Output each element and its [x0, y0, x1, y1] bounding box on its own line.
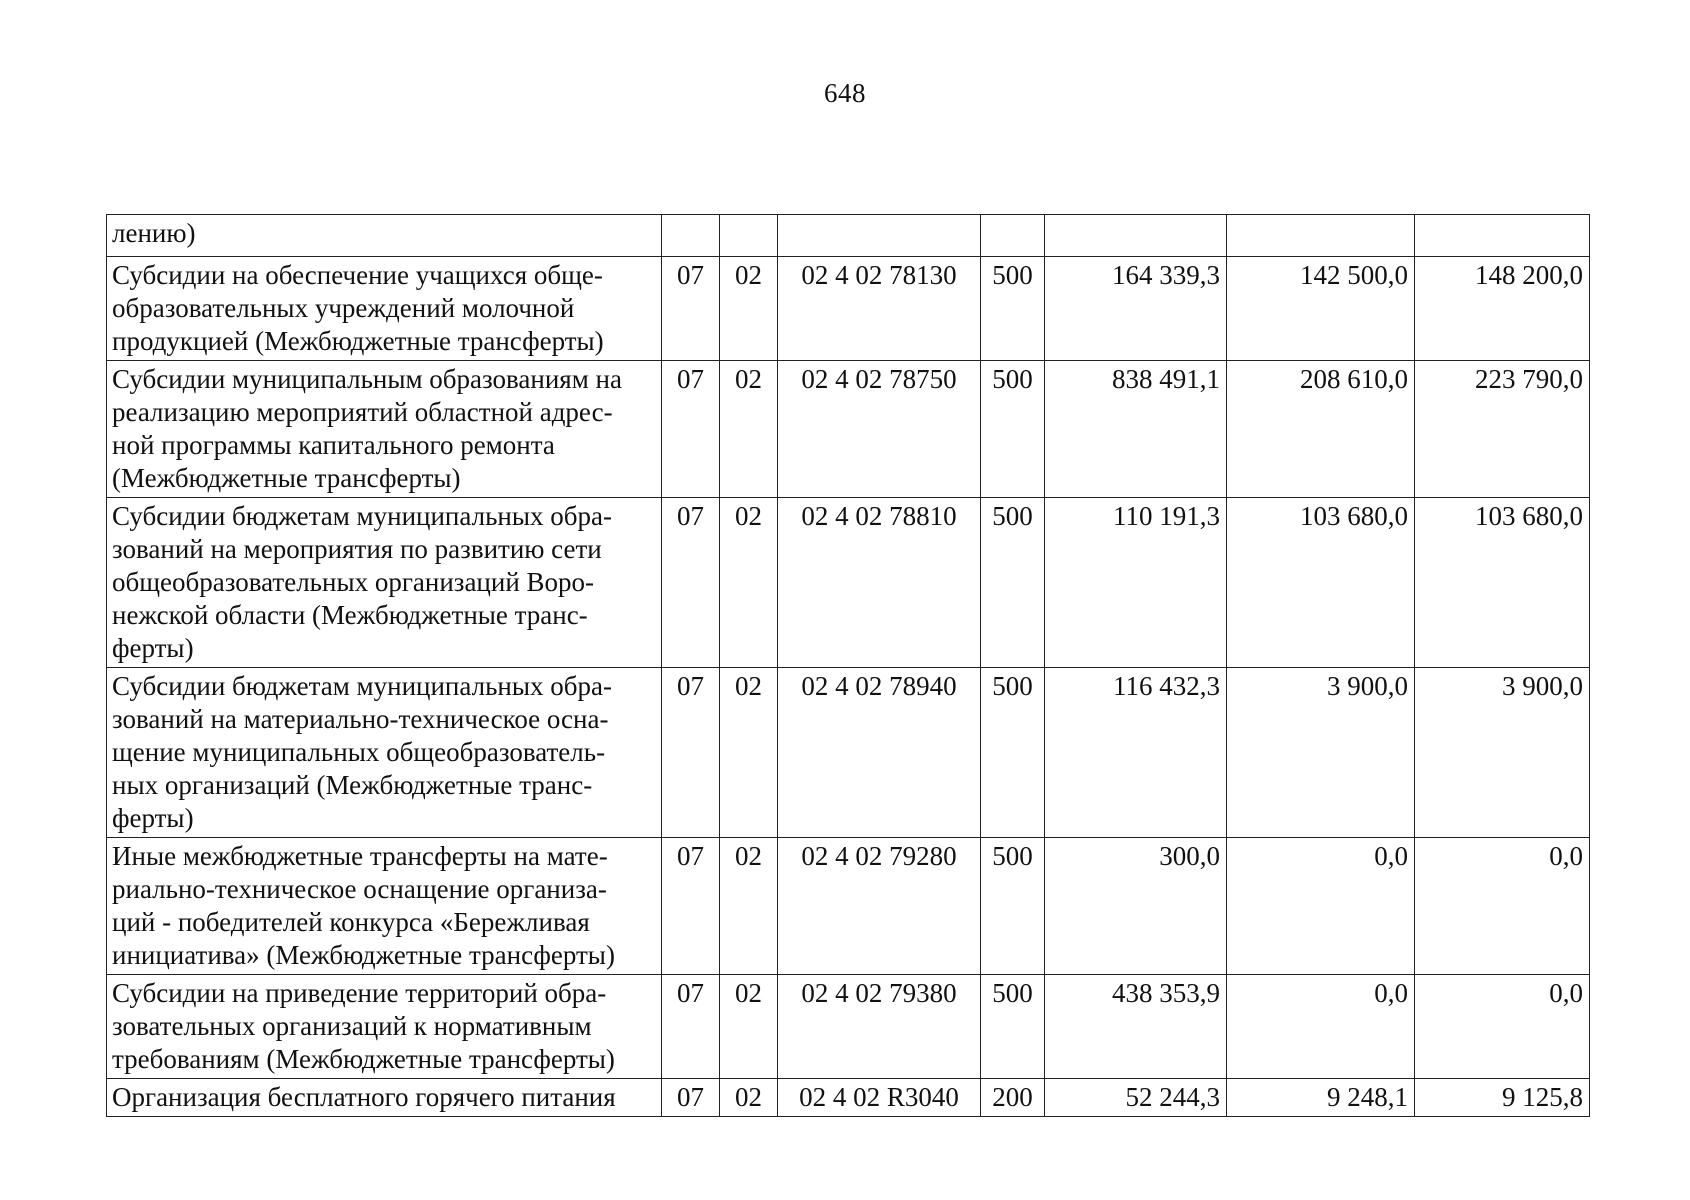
table-row — [107, 361, 1590, 498]
row-section: 07 — [662, 668, 720, 838]
row-amount-2: 0,0 — [1227, 838, 1415, 975]
page-number: 648 — [824, 78, 866, 108]
row-target-code: 02 4 02 78130 — [778, 257, 981, 361]
row-subsection: 02 — [720, 361, 778, 498]
row-name: Субсидии на приведение территорий обра- зовательных организаций к нормативным требованиям (Межбюджетные трансферты) — [107, 975, 662, 1079]
row-amount-2: 208 610,0 — [1227, 361, 1415, 498]
row-amount-2: 9 248,1 — [1227, 1079, 1415, 1117]
row-expense-type: 500 — [981, 498, 1045, 668]
table-row — [107, 498, 1590, 668]
row-target-code: 02 4 02 78940 — [778, 668, 981, 838]
row-name: Организация бесплатного горячего питания — [107, 1079, 662, 1117]
row-subsection — [720, 215, 778, 257]
row-target-code — [778, 215, 981, 257]
row-amount-2: 142 500,0 — [1227, 257, 1415, 361]
row-target-code: 02 4 02 79280 — [778, 838, 981, 975]
row-section: 07 — [662, 361, 720, 498]
row-name: Субсидии бюджетам муниципальных обра- зований на материально-техническое осна- щение муниципальных общеобразователь- ных организаций (Межбюджетные транс- ферты) — [107, 668, 662, 838]
row-name: Субсидии муниципальным образованиям на реализацию мероприятий областной адрес- ной программы капитального ремонта (Межбюджетные трансферты) — [107, 361, 662, 498]
row-subsection: 02 — [720, 668, 778, 838]
budget-table — [106, 214, 1590, 1117]
row-amount-3: 0,0 — [1415, 975, 1590, 1079]
row-name: Иные межбюджетные трансферты на мате- риально-техническое оснащение организа- ций - победителей конкурса «Бережливая инициатива» (Межбюджетные трансферты) — [107, 838, 662, 975]
table-row — [107, 1079, 1590, 1117]
row-amount-1: 116 432,3 — [1045, 668, 1227, 838]
row-expense-type: 500 — [981, 668, 1045, 838]
row-amount-3: 223 790,0 — [1415, 361, 1590, 498]
table-row — [107, 975, 1590, 1079]
row-expense-type: 500 — [981, 361, 1045, 498]
row-amount-1 — [1045, 215, 1227, 257]
row-name: Субсидии на обеспечение учащихся обще- образовательных учреждений молочной продукцией (Межбюджетные трансферты) — [107, 257, 662, 361]
row-subsection: 02 — [720, 257, 778, 361]
row-amount-2 — [1227, 215, 1415, 257]
row-expense-type: 500 — [981, 838, 1045, 975]
row-target-code: 02 4 02 R3040 — [778, 1079, 981, 1117]
row-amount-3: 3 900,0 — [1415, 668, 1590, 838]
row-expense-type: 500 — [981, 257, 1045, 361]
row-section: 07 — [662, 498, 720, 668]
row-subsection: 02 — [720, 838, 778, 975]
row-amount-1: 838 491,1 — [1045, 361, 1227, 498]
row-amount-3: 148 200,0 — [1415, 257, 1590, 361]
row-amount-1: 300,0 — [1045, 838, 1227, 975]
row-expense-type — [981, 215, 1045, 257]
row-amount-2: 3 900,0 — [1227, 668, 1415, 838]
row-target-code: 02 4 02 79380 — [778, 975, 981, 1079]
row-section — [662, 215, 720, 257]
row-amount-2: 0,0 — [1227, 975, 1415, 1079]
table-row — [107, 668, 1590, 838]
row-expense-type: 200 — [981, 1079, 1045, 1117]
table-row — [107, 257, 1590, 361]
row-subsection: 02 — [720, 975, 778, 1079]
row-amount-3: 0,0 — [1415, 838, 1590, 975]
row-amount-2: 103 680,0 — [1227, 498, 1415, 668]
row-amount-3: 9 125,8 — [1415, 1079, 1590, 1117]
row-section: 07 — [662, 838, 720, 975]
row-target-code: 02 4 02 78810 — [778, 498, 981, 668]
row-expense-type: 500 — [981, 975, 1045, 1079]
table-row — [107, 215, 1590, 257]
row-amount-1: 52 244,3 — [1045, 1079, 1227, 1117]
row-name: лению) — [107, 215, 662, 257]
row-amount-3: 103 680,0 — [1415, 498, 1590, 668]
row-amount-1: 438 353,9 — [1045, 975, 1227, 1079]
row-section: 07 — [662, 257, 720, 361]
row-name: Субсидии бюджетам муниципальных обра- зований на мероприятия по развитию сети общеобразовательных организаций Воро- нежской области (Межбюджетные транс- ферты) — [107, 498, 662, 668]
row-section: 07 — [662, 975, 720, 1079]
row-amount-3 — [1415, 215, 1590, 257]
row-subsection: 02 — [720, 1079, 778, 1117]
row-section: 07 — [662, 1079, 720, 1117]
row-amount-1: 110 191,3 — [1045, 498, 1227, 668]
row-amount-1: 164 339,3 — [1045, 257, 1227, 361]
row-target-code: 02 4 02 78750 — [778, 361, 981, 498]
row-subsection: 02 — [720, 498, 778, 668]
table-row — [107, 838, 1590, 975]
